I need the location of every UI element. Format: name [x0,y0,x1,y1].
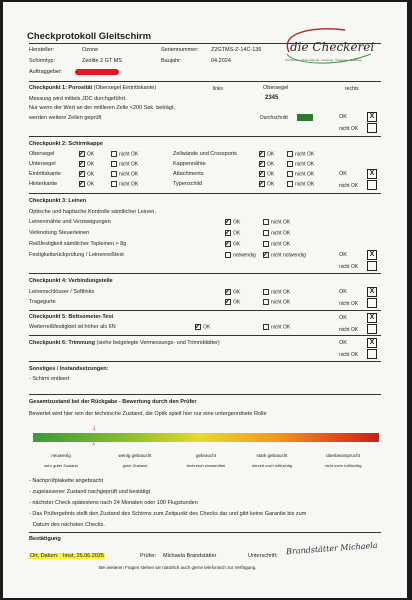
serien-label: Seriennummer: [161,47,199,53]
cp1-title-extra: (Obersegel Eintrittskante) [93,85,157,91]
cp1-durchschnitt: Durchschnitt [260,115,288,121]
cp2-zellwaende-label: Zellwände und Crossports [173,151,237,157]
cp2-attachments-label: Attachments [173,171,204,177]
cp4-leinenschloesser-label: Leinenschlösser / Softlinks [29,289,95,295]
cp3-verknotung-label: Verknotung Steuerleinen [29,230,90,236]
checkbox-empty [111,151,117,157]
cp2-ok-box: X [367,169,377,179]
cp3-ok-box: X [367,250,377,260]
cp1-links: links [213,86,224,92]
hersteller-label: Hersteller: [29,47,55,53]
logo-subtext: Gleitschirm · Rettungsgerät · Gurtzeug · Reparatur · Beratung [285,58,362,62]
sonstiges-title: Sonstiges / Instandsetzungen: [29,366,109,372]
cp2-eintrittskante-ok: OK [79,171,94,177]
sonstiges-line: - Schirm entleert [29,376,70,382]
cp2-nicht-ok-label: nicht OK [339,183,359,189]
cp2-ok-label: OK [339,171,347,177]
cp2-hinterkante-nicht: nicht OK [111,181,138,187]
scale-wenig-gebraucht: wenig gebraucht [118,453,152,458]
pruefer-label: Prüfer: [140,553,157,559]
cp2-zellwaende-ok: OK [259,151,274,157]
cp2-title: Checkpunkt 2: Schirmkappe [29,141,103,147]
cp1-nicht-ok-label: nicht OK [339,126,359,132]
baujahr-value: 04.2024 [211,58,231,64]
cp3-rule [29,273,381,274]
header-rule [29,81,381,82]
cp2-typenschild-nicht: nicht OK [287,181,314,187]
cp4-ok-box: X [367,287,377,297]
cp4-tragegurte-label: Tragegurte [29,299,56,305]
cp3-title: Checkpunkt 3: Leinen [29,198,87,204]
cp6-extra: (siehe beigelegte Vermessungs- und Trimmblätter) [96,340,220,346]
cp3-nicht-ok-box [367,261,377,271]
cp1-rechts: rechts [345,86,359,92]
cp5-ok: OK [195,324,210,330]
note-naechster-check: - nächster Check spätestens nach 24 Monaten oder 100 Flugstunden [29,500,198,506]
cp4-nicht-ok-box [367,298,377,308]
scale-gebraucht: gebraucht [195,453,216,458]
cp4-tragegurte-ok: OK [225,299,240,305]
scale-stark-gebraucht-sub: derzeit noch lufttüchtig [251,463,293,468]
cp4-leinenschloesser-ok: OK [225,289,240,295]
cp2-rule [29,193,381,194]
cp3-reissfestigkeit-nicht: nicht OK [263,241,290,247]
cp1-nicht-ok-box [367,123,377,133]
cp4-title: Checkpunkt 4: Verbindungsteile [29,278,113,284]
bestaetigung-title: Bestätigung [29,536,61,542]
cp3-reissfestigkeit-ok: OK [225,241,240,247]
sonstiges-rule [29,394,381,395]
cp3-verknotung-ok: OK [225,230,240,236]
footer-note: Bei weiteren Fragen stehen wir natürlich auch gerne telefonisch zur Verfügung. [99,565,257,570]
ort-datum-value: Imst, 25.06.2025 [63,553,104,559]
cp2-untersegel-ok: OK [79,161,94,167]
cp1-ok-label: OK [339,114,347,120]
cp1-ok-box: X [367,112,377,122]
cp2-obersegel-label: Obersegel [29,151,55,157]
pruefer-name: Michaela Brandstätter [163,553,217,559]
cp4-nicht-ok-label: nicht OK [339,301,359,307]
cp2-typenschild-ok: OK [259,181,274,187]
cp2-eintrittskante-nicht: nicht OK [111,171,138,177]
scale-neuwertig: neuwertig [51,453,71,458]
cp5-nicht-ok-label: nicht OK [339,327,359,333]
cp2-obersegel-ok: OK [79,151,94,157]
cp6-title: Checkpunkt 6: Trimmung [29,340,96,346]
cp2-eintrittskante-label: Eintrittskante [29,171,61,177]
scale-wenig-gebraucht-sub: guter Zustand [122,463,148,468]
auftraggeber-label: Auftraggeber: [29,69,63,75]
cp1-line2: Nur wenn der Wert an der mittleren Zelle <200 Sek. beträgt, [29,105,175,111]
checkbox-checked [79,151,85,157]
cp4-rule [29,310,381,311]
scale-gebraucht-sub: technisch einwandfrei [186,463,226,468]
note-plakette: - Nachprüfplakette angebracht [29,478,103,484]
cp1-title-row [29,85,156,91]
cp2-zellwaende-nicht: nicht OK [287,151,314,157]
condition-marker-arrow: ↓ [92,422,97,432]
page-title: Checkprotokoll Gleitschirm [27,31,152,42]
scale-stark-gebraucht: stark gebraucht [256,453,288,458]
condition-scale-caret: ^ [92,443,96,450]
logo-text: die Checkerei [290,40,375,54]
redaction-mark [75,69,119,75]
cp3-festigkeit-label: Festigkeitsrückprüfung / Leinenreißtest [29,252,124,258]
gesamt-desc: Bewertet wird hier rein der technische Zustand, die Optik spielt hier nur eine untergeordnete Rolle [29,411,267,417]
cp3-ok-label: OK [339,252,347,258]
cp1-obersegel: Obersegel [263,85,289,91]
cp2-kappennaehte-ok: OK [259,161,274,167]
cp2-nicht-ok-box [367,180,377,190]
cp6-nicht-ok-label: nicht OK [339,352,359,358]
cp1-title: Checkpunkt 1: Porosität [29,85,93,91]
unterschrift-label: Unterschrift: [248,553,278,559]
cp3-leinennaehte-label: Leinenmähte und Verzweigungen [29,219,111,225]
cp2-untersegel-nicht: nicht OK [111,161,138,167]
cp3-intro: Optische und haptische Kontrolle sämtlicher Leinen, [29,209,156,215]
baujahr-label: Baujahr: [161,58,182,64]
cp5-weiterreiss-label: Weiterreißfestigkeit ist höher als 6N [29,324,116,330]
cp5-rule [29,335,381,336]
cp3-leinennaehte-nicht: nicht OK [263,219,290,225]
cp3-festigkeit-notwendig: notwendig [225,252,256,258]
cp3-verknotung-nicht: nicht OK [263,230,290,236]
cp2-attachments-ok: OK [259,171,274,177]
note-pruefergebnis: - Das Prüfergebnis stellt den Zustand des Schirms zum Zeitpunkt des Checks dar und gibt keine Garantie bis zum [29,511,307,517]
note-zustand: - zugelassener Zustand nachgeprüft und bestätigt [29,489,151,495]
cp4-ok-label: OK [339,289,347,295]
cp3-nicht-ok-label: nicht OK [339,264,359,270]
cp4-leinenschloesser-nicht: nicht OK [263,289,290,295]
scale-neuwertig-sub: sehr guter Zustand [44,463,78,468]
cp6-title-row [29,340,220,346]
scale-ueberbeansprucht: überbeansprucht [326,453,360,458]
cp4-tragegurte-nicht: nicht OK [263,299,290,305]
cp1-line3: werden weitere Zellen geprüft [29,115,102,121]
protocol-sheet [3,2,407,598]
note-pruefergebnis-cont: Datum des nächsten Checks. [33,522,105,528]
cp5-nicht-ok-box [367,324,377,334]
cp2-kappennaehte-label: Kappennähte [173,161,206,167]
schirmtyp-label: Schirmtyp: [29,58,55,64]
ort-datum-label: Ort, Datum: [30,553,59,559]
cp6-nicht-ok-box [367,349,377,359]
cp2-obersegel-nicht: nicht OK [111,151,138,157]
cp2-hinterkante-label: Hinterkante [29,181,58,187]
cp3-leinennaehte-ok: OK [225,219,240,225]
cp1-rule [29,136,381,137]
cp1-average-field [297,114,313,121]
cp2-typenschild-label: Typenschild [173,181,203,187]
serien-value: Z2GTMS-Z-14C-136 [211,47,262,53]
cp1-value: 2345 [265,95,279,101]
scale-ueberbeansprucht-sub: nicht mehr lufttüchtig [324,463,362,468]
cp5-title: Checkpunkt 5: Bettsometer-Test [29,314,114,320]
cp3-reissfestigkeit-label: Reißfestigkeit sämtlicher Topleinen > 8g [29,241,127,247]
cp5-ok-box: X [367,313,377,323]
cp1-line1: Messung wird mittels JDC durchgeführt. [29,96,127,102]
condition-scale-bar [33,433,379,442]
hersteller-value: Ozone [82,47,99,53]
cp6-ok-box: X [367,338,377,348]
schirmtyp-value: Zeolite 2 GT MS [82,58,122,64]
cp6-ok-label: OK [339,340,347,346]
signature: Brandstätter Michaela [285,540,378,557]
cp5-nicht: nicht OK [263,324,290,330]
gesamt-title: Gesamtzustand bei der Rückgabe - Bewertung durch den Prüfer [29,399,197,405]
cp5-ok-label: OK [339,315,347,321]
cp3-festigkeit-nicht-notwendig: nicht notwendig [263,252,306,258]
cp2-attachments-nicht: nicht OK [287,171,314,177]
cp2-kappennaehte-nicht: nicht OK [287,161,314,167]
cp2-untersegel-label: Untersegel [29,161,56,167]
cp6-rule [29,361,381,362]
ort-datum-row [29,553,105,559]
cp2-hinterkante-ok: OK [79,181,94,187]
gesamt-rule [29,532,381,533]
